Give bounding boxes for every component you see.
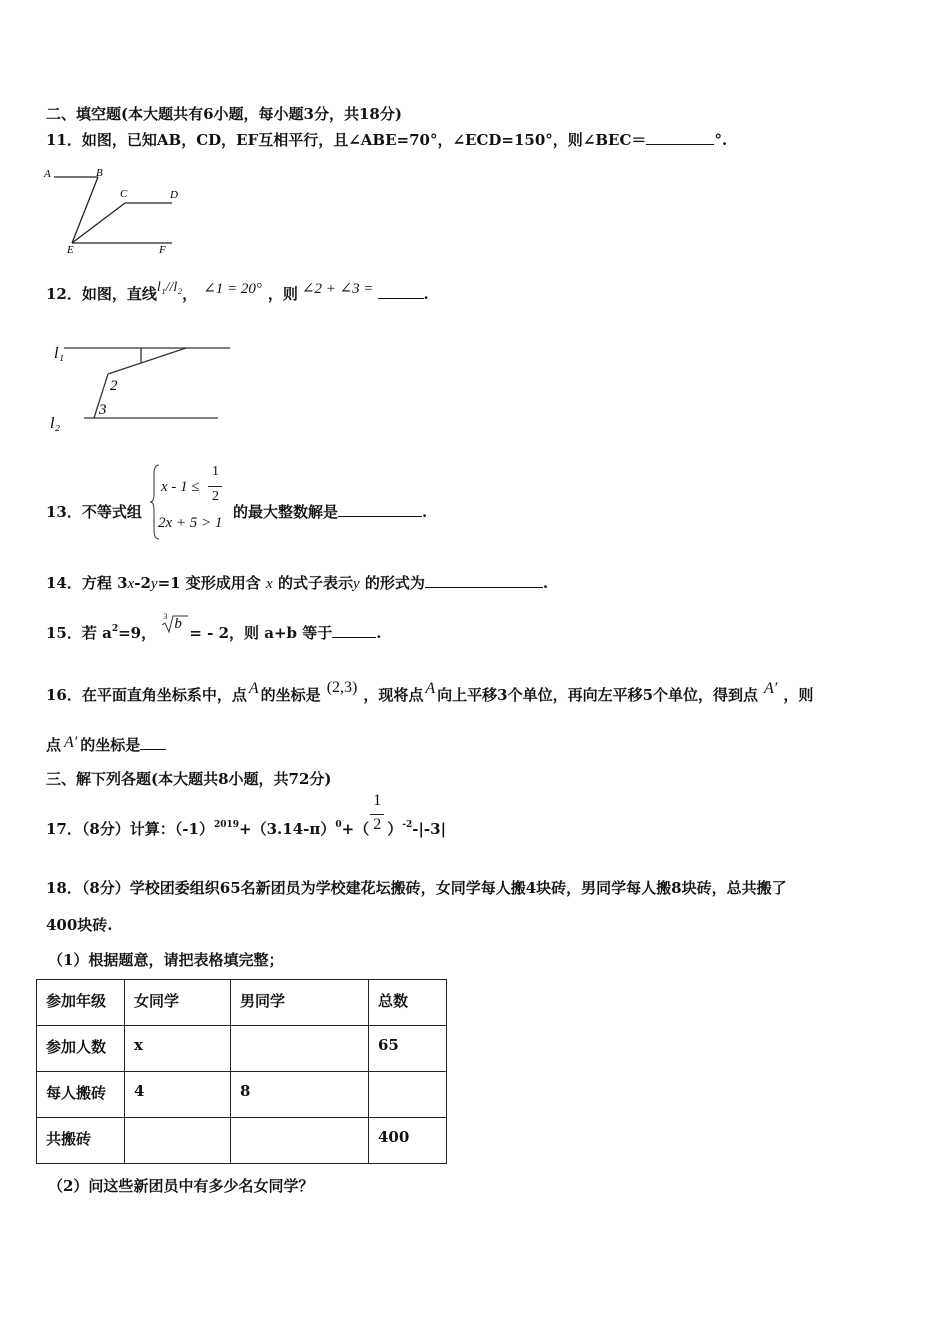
transversal-upper xyxy=(108,348,186,374)
q17-frac-den: 2 xyxy=(373,816,382,833)
q12-comma: ， xyxy=(182,285,198,303)
q16-point-a2: A xyxy=(425,680,436,697)
q15-end: . xyxy=(376,624,382,642)
q17-sup2: 0 xyxy=(335,820,342,830)
question-18-line2: 400块砖. xyxy=(46,916,113,934)
q12-parallel: l₁//l₂ xyxy=(156,280,183,295)
q17-part-d: ） xyxy=(387,820,403,838)
q13-answer-blank[interactable] xyxy=(338,502,422,517)
q14-part-b: -2 xyxy=(134,574,151,592)
label-c: C xyxy=(120,188,128,200)
q17-sup3: -2 xyxy=(402,820,413,830)
q13-prefix: 13．不等式组 xyxy=(46,503,142,521)
q11-figure xyxy=(40,165,190,255)
section-2-heading: 二、填空题(本大题共有6小题，每小题3分，共18分) xyxy=(46,105,402,123)
table-cell: 共搬砖 xyxy=(37,1118,125,1164)
question-14 xyxy=(46,572,548,593)
table-cell: 男同学 xyxy=(231,980,369,1026)
q14-y1: y xyxy=(150,576,158,592)
root-var: b xyxy=(174,616,182,632)
q12-mid: ，则 xyxy=(267,285,298,303)
q17-part-e: -|-3| xyxy=(412,820,447,838)
table-row xyxy=(37,1072,447,1118)
q14-x2: x xyxy=(266,576,273,592)
question-13 xyxy=(46,501,142,522)
table-cell: 女同学 xyxy=(125,980,231,1026)
label-a: A xyxy=(44,168,51,180)
q12-angle1: ∠1 = 20° xyxy=(203,281,262,297)
table-row xyxy=(37,1118,447,1164)
table-cell: 参加年级 xyxy=(37,980,125,1026)
label-f: F xyxy=(159,244,166,255)
q13-ineq2: 2x + 5 > 1 xyxy=(158,515,223,531)
label-l2: l₂ xyxy=(50,415,61,432)
table-cell-input[interactable] xyxy=(231,1026,369,1072)
q14-y2: y xyxy=(352,576,360,592)
q18-table xyxy=(36,979,447,1164)
q14-x1: x xyxy=(127,576,135,592)
q14-part-c: =1 变形成用含 xyxy=(157,574,261,592)
q13-frac-den: 2 xyxy=(212,489,219,504)
q14-end: . xyxy=(542,574,549,592)
q17-part-c: +（ xyxy=(341,820,370,838)
table-cell: 参加人数 xyxy=(37,1026,125,1072)
question-16-line2 xyxy=(46,734,166,755)
table-cell-input[interactable] xyxy=(125,1118,231,1164)
table-cell: 400 xyxy=(369,1118,447,1164)
q15-answer-blank[interactable] xyxy=(332,623,376,638)
question-16 xyxy=(46,679,814,705)
q13-suffix: 的最大整数解是 xyxy=(233,503,339,521)
q16-p4: 向上平移3个单位，再向左平移5个单位，得到点 xyxy=(437,686,759,704)
question-15 xyxy=(46,612,382,643)
question-18-line1: 18．（8分）学校团委组织65名新团员为学校建花坛搬砖，女同学每人搬4块砖，男同学每人搬8块砖，总共搬了 xyxy=(46,879,787,897)
q16-coord: (2,3) xyxy=(326,679,358,696)
table-cell: 65 xyxy=(369,1026,447,1072)
table-row xyxy=(37,1026,447,1072)
table-cell-input[interactable] xyxy=(231,1118,369,1164)
q12-figure xyxy=(46,336,236,436)
q13-tail xyxy=(233,501,427,522)
q16-point-a-prime: A′ xyxy=(764,680,778,697)
q13-end: . xyxy=(422,503,428,521)
table-row xyxy=(37,980,447,1026)
q18-sub1: （1）根据题意，请把表格填完整； xyxy=(48,951,284,969)
q11-tail: °. xyxy=(714,131,728,149)
q16-point-a-prime-2: A′ xyxy=(64,734,78,751)
q17-frac-bar xyxy=(370,814,384,815)
q17-fraction xyxy=(369,792,387,838)
q16-p2: 的坐标是 xyxy=(260,686,321,704)
question-11 xyxy=(46,129,727,150)
q14-answer-blank[interactable] xyxy=(425,573,543,588)
q15-sup: 2 xyxy=(111,624,119,634)
q14-part-a: 14．方程 3 xyxy=(46,574,128,592)
q17-sup1: 2019 xyxy=(213,820,240,830)
q13-frac-num: 1 xyxy=(212,464,219,479)
q15-cube-root xyxy=(161,614,189,634)
table-cell: 8 xyxy=(231,1072,369,1118)
q11-answer-blank[interactable] xyxy=(646,130,714,145)
q14-part-e: 的形式为 xyxy=(364,574,425,592)
q15-after: = - 2，则 a+b 等于 xyxy=(189,624,333,642)
q17-frac-num: 1 xyxy=(373,792,382,809)
root-index: 3 xyxy=(163,612,168,621)
table-cell-input[interactable] xyxy=(369,1072,447,1118)
label-l1: l₁ xyxy=(54,345,65,362)
label-e: E xyxy=(67,244,74,255)
q13-ineq1-left: x - 1 ≤ xyxy=(161,479,200,495)
question-12 xyxy=(46,280,429,304)
table-cell: 每人搬砖 xyxy=(37,1072,125,1118)
table-cell: x xyxy=(125,1026,231,1072)
q15-prefix: 15．若 a xyxy=(46,624,112,642)
q16-p5: ，则 xyxy=(783,686,814,704)
section-3-heading: 三、解下列各题(本大题共8小题，共72分) xyxy=(46,770,332,788)
q13-inequality-system xyxy=(150,462,230,540)
q12-prefix: 12．如图，直线 xyxy=(46,285,157,303)
table-cell: 4 xyxy=(125,1072,231,1118)
label-b: B xyxy=(96,167,103,179)
q18-sub2: （2）问这些新团员中有多少名女同学？ xyxy=(48,1177,314,1195)
q11-text: 11．如图，已知AB，CD，EF互相平行，且∠ABE=70°，∠ECD=150°，则∠BEC＝ xyxy=(46,131,647,149)
q17-part-a: 17．（8分）计算：（-1） xyxy=(46,820,214,838)
label-angle-2: 2 xyxy=(110,378,118,394)
q12-end: . xyxy=(423,285,429,303)
label-d: D xyxy=(170,189,178,201)
label-angle-3: 3 xyxy=(99,402,107,418)
q14-part-d: 的式子表示 xyxy=(277,574,353,592)
q16-line2a: 点 xyxy=(46,736,62,754)
table-cell: 总数 xyxy=(369,980,447,1026)
q16-p3: ，现将点 xyxy=(363,686,424,704)
q16-answer-blank[interactable] xyxy=(140,735,166,750)
q16-p1: 16．在平面直角坐标系中，点 xyxy=(46,686,247,704)
q12-expr: ∠2 + ∠3 = xyxy=(301,281,374,297)
q16-line2b: 的坐标是 xyxy=(80,736,141,754)
q17-part-b: +（3.14-π） xyxy=(239,820,336,838)
question-17 xyxy=(46,792,447,839)
q16-point-a: A xyxy=(248,680,259,697)
q13-frac-bar xyxy=(208,486,222,487)
q12-answer-blank[interactable] xyxy=(378,284,424,299)
q15-mid: =9， xyxy=(118,624,157,642)
